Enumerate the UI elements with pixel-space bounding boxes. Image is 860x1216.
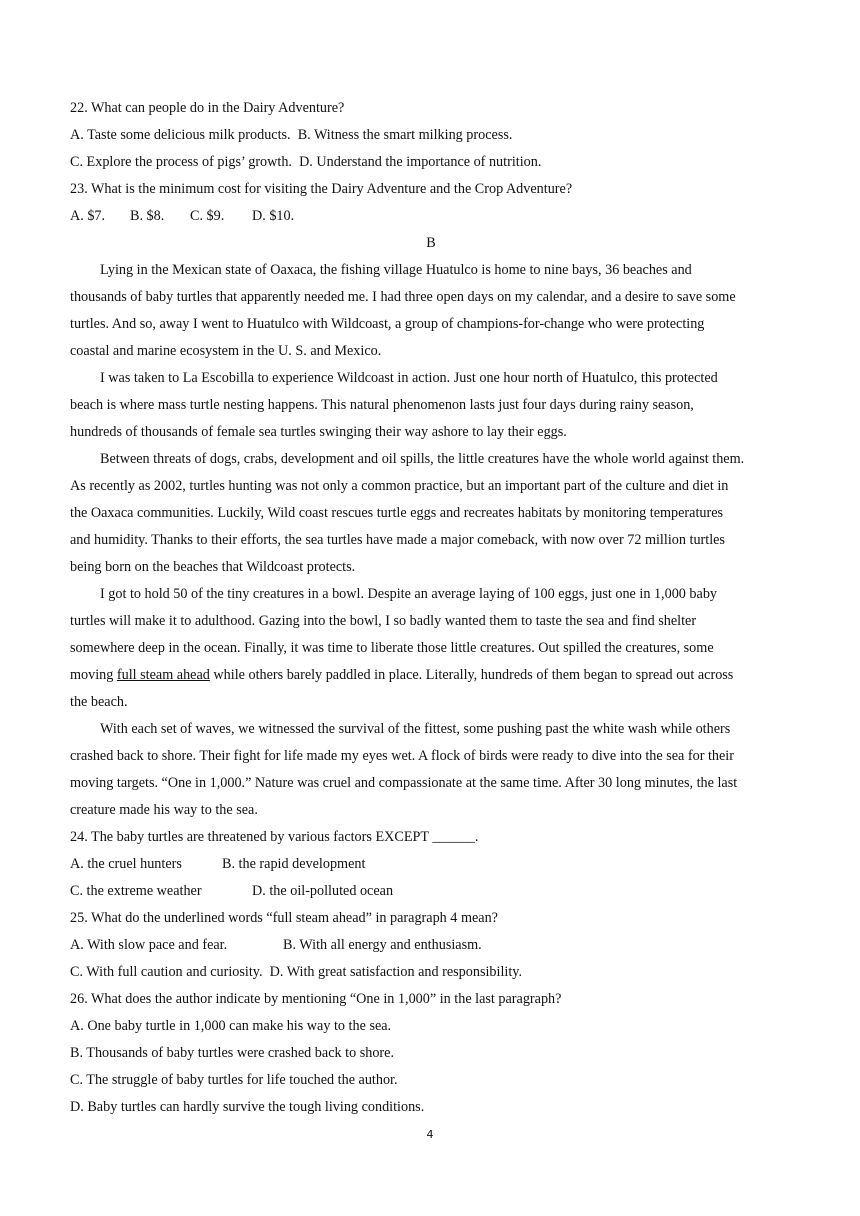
q26-option-b: B. Thousands of baby turtles were crashed back to shore. (70, 1045, 394, 1061)
question-24-options-row-2 (70, 878, 792, 905)
page-number: 4 (426, 1128, 434, 1141)
passage-p4-line: somewhere deep in the ocean. Finally, it was time to liberate those little creatures. Out spilled the creatures, some (70, 640, 714, 656)
question-23-options (70, 203, 792, 230)
passage-p3-line: the Oaxaca communities. Luckily, Wild coast rescues turtle eggs and recreates habitats by monitoring temperatures (70, 505, 724, 521)
q24-option-d: D. the oil-polluted ocean (252, 883, 394, 899)
exam-content (70, 95, 792, 1121)
q25-option-d: D. With great satisfaction and responsibility. (269, 964, 522, 980)
passage-p5-line: crashed back to shore. Their fight for life made my eyes wet. A flock of birds were ready to dive into the sea for their (70, 748, 734, 764)
passage-p2-line: hundreds of thousands of female sea turtles swinging their way ashore to lay their eggs. (70, 424, 567, 440)
q26-option-c: C. The struggle of baby turtles for life touched the author. (70, 1072, 398, 1088)
question-24-options-row-1 (70, 851, 792, 878)
passage-p3-line: As recently as 2002, turtles hunting was not only a common practice, but an important part of the culture and diet in (70, 478, 729, 494)
q23-option-b: B. $8. (130, 208, 165, 224)
passage-p2-line: beach is where mass turtle nesting happens. This natural phenomenon lasts just four days during rainy season, (70, 397, 694, 413)
question-22-options-row-1 (70, 122, 792, 149)
q22-option-c: C. Explore the process of pigs’ growth. (70, 154, 292, 170)
passage-p1-line: turtles. And so, away I went to Huatulco with Wildcoast, a group of champions-for-change who were protecting (70, 316, 705, 332)
passage-p4-line: the beach. (70, 694, 128, 710)
section-label: B (426, 235, 436, 251)
q26-option-a: A. One baby turtle in 1,000 can make his way to the sea. (70, 1018, 392, 1034)
passage-p2-line: I was taken to La Escobilla to experience Wildcoast in action. Just one hour north of Huatulco, this protected (100, 370, 718, 386)
passage-p3-line: being born on the beaches that Wildcoast protects. (70, 559, 356, 575)
q23-option-c: C. $9. (190, 208, 225, 224)
q25-option-a: A. With slow pace and fear. (70, 937, 228, 953)
q24-option-a: A. the cruel hunters (70, 856, 182, 872)
q24-option-c: C. the extreme weather (70, 883, 202, 899)
question-25-stem: 25. What do the underlined words “full steam ahead” in paragraph 4 mean? (70, 910, 498, 926)
passage-p4-line: I got to hold 50 of the tiny creatures in a bowl. Despite an average laying of 100 eggs, just one in 1,000 baby (100, 586, 718, 602)
question-23-stem: 23. What is the minimum cost for visiting the Dairy Adventure and the Crop Adventure? (70, 181, 573, 197)
passage-p5-line: moving targets. “One in 1,000.” Nature was cruel and compassionate at the same time. After 30 long minutes, the last (70, 775, 738, 791)
q24-option-b: B. the rapid development (222, 856, 366, 872)
q22-option-a: A. Taste some delicious milk products. (70, 127, 291, 143)
question-25-options-row-2 (70, 959, 792, 986)
passage-p5-line: With each set of waves, we witnessed the survival of the fittest, some pushing past the white wash while others (100, 721, 731, 737)
question-24-stem: 24. The baby turtles are threatened by various factors EXCEPT ______. (70, 829, 479, 845)
q22-option-d: D. Understand the importance of nutrition. (299, 154, 542, 170)
passage-p3-line: and humidity. Thanks to their efforts, the sea turtles have made a major comeback, with now over 72 million turtles (70, 532, 725, 548)
q22-option-b: B. Witness the smart milking process. (297, 127, 513, 143)
q25-option-c: C. With full caution and curiosity. (70, 964, 263, 980)
passage-p4-text: while others barely paddled in place. Literally, hundreds of them began to spread out across (209, 667, 734, 683)
passage-p4-text: moving (70, 667, 117, 683)
question-22-stem: 22. What can people do in the Dairy Adventure? (70, 100, 345, 116)
question-22-options-row-2 (70, 149, 792, 176)
q23-option-a: A. $7. (70, 208, 106, 224)
passage-p4-line: turtles will make it to adulthood. Gazing into the bowl, I so badly wanted them to taste the sea and find shelter (70, 613, 697, 629)
passage-p3-line: Between threats of dogs, crabs, development and oil spills, the little creatures have the whole world against them. (100, 451, 745, 467)
passage-p1-line: thousands of baby turtles that apparently needed me. I had three open days on my calendar, and a desire to save some (70, 289, 736, 305)
question-26-stem: 26. What does the author indicate by mentioning “One in 1,000” in the last paragraph? (70, 991, 562, 1007)
passage-p1-line: coastal and marine ecosystem in the U. S. and Mexico. (70, 343, 382, 359)
q26-option-d: D. Baby turtles can hardly survive the tough living conditions. (70, 1099, 425, 1115)
passage-p4-line (70, 662, 792, 689)
underlined-phrase: full steam ahead (116, 667, 210, 683)
passage-p1-line: Lying in the Mexican state of Oaxaca, the fishing village Huatulco is home to nine bays, 36 beaches and (100, 262, 692, 278)
q23-option-d: D. $10. (252, 208, 295, 224)
passage-p5-line: creature made his way to the sea. (70, 802, 258, 818)
q25-option-b: B. With all energy and enthusiasm. (283, 937, 482, 953)
question-25-options-row-1 (70, 932, 792, 959)
